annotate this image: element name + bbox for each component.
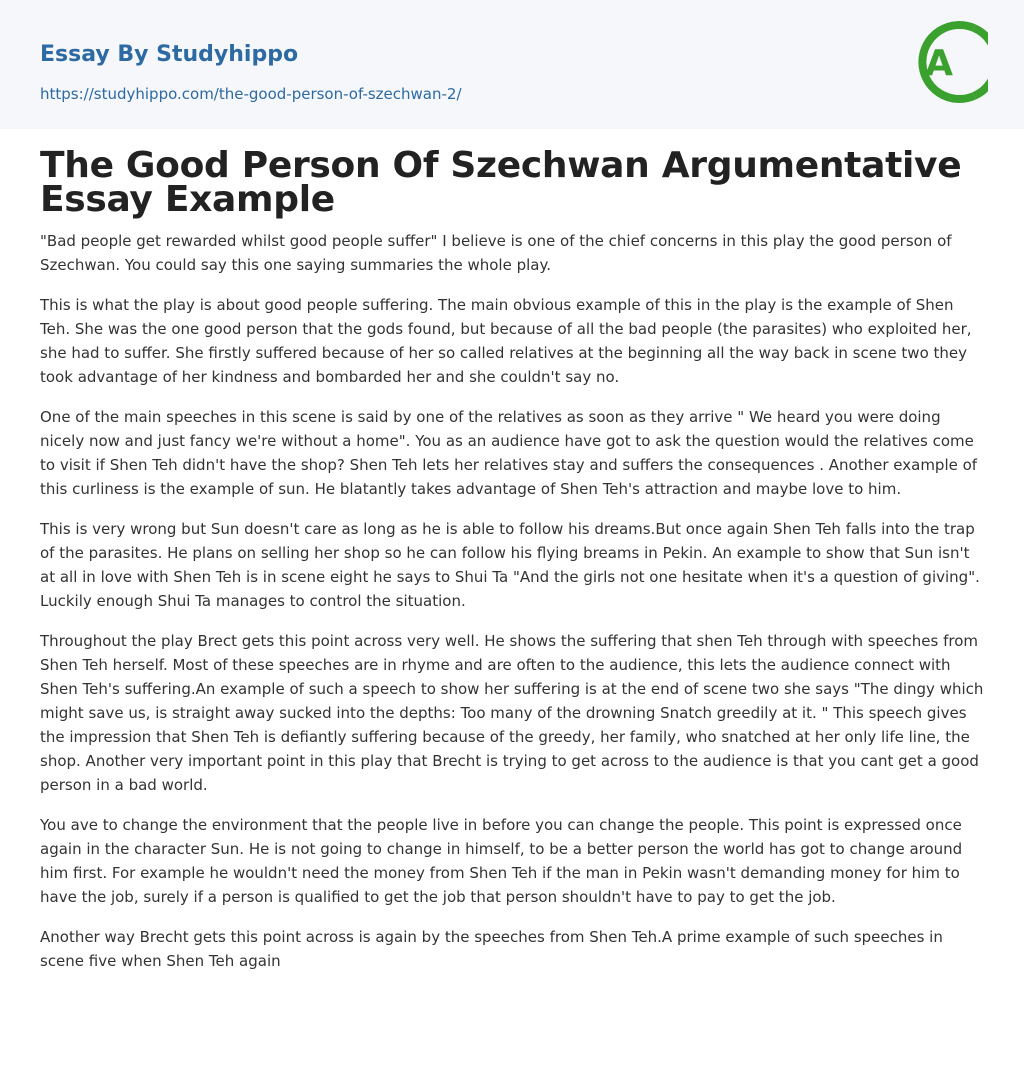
site-header — [0, 0, 1024, 129]
article-paragraph-3: One of the main speeches in this scene is said by one of the relatives as soon as they arrive " We heard you were doing nicely now and just fancy we're without a home". You as an audience have got to ask the question would the relatives come to visit if Shen Teh didn't have the shop? Shen Teh lets her relatives stay and suffers the consequences . Another example of this curliness is the example of sun. He blatantly takes advantage of Shen Teh's attraction and maybe love to him. — [40, 408, 978, 498]
article-paragraph-1: "Bad people get rewarded whilst good people suffer" I believe is one of the chief concerns in this play the good person of Szechwan. You could say this one saying summaries the whole play. — [40, 232, 952, 274]
essay-url-link[interactable]: https://studyhippo.com/the-good-person-of-szechwan-2/ — [40, 85, 462, 103]
article-title: The Good Person Of Szechwan Argumentative Essay Example — [40, 145, 962, 220]
studyhippo-logo-icon[interactable] — [912, 18, 988, 106]
article-paragraph-4: This is very wrong but Sun doesn't care as long as he is able to follow his dreams.But once again Shen Teh falls into the trap of the parasites. He plans on selling her shop so he can follow his flying breams in Pekin. An example to show that Sun isn't at all in love with Shen Teh is in scene eight he says to Shui Ta "And the girls not one hesitate when it's a question of giving". Luckily enough Shui Ta manages to control the situation. — [40, 520, 980, 610]
article-content — [0, 129, 1024, 973]
article-paragraph-2: This is what the play is about good people suffering. The main obvious example of this in the play is the example of Shen Teh. She was the one good person that the gods found, but because of all the bad people (the parasites) who exploited her, she had to suffer. She firstly suffered because of her so called relatives at the beginning all the way back in scene two they took advantage of her kindness and bombarded her and she couldn't say no. — [40, 296, 972, 386]
article-paragraph-5: Throughout the play Brect gets this point across very well. He shows the suffering that shen Teh through with speeches from Shen Teh herself. Most of these speeches are in rhyme and are often to the audience, this lets the audience connect with Shen Teh's suffering.An example of such a speech to show her suffering is at the end of scene two she says "The dingy which might save us, is straight away sucked into the depths: Too many of the drowning Snatch greedily at it. " This speech gives the impression that Shen Teh is defiantly suffering because of the greedy, her family, who snatched at her only life line, the shop. Another very important point in this play that Brecht is trying to get across to the audience is that you cant get a good person in a bad world. — [40, 632, 984, 794]
site-brand[interactable]: Essay By Studyhippo — [40, 42, 299, 67]
article-paragraph-7: Another way Brecht gets this point across is again by the speeches from Shen Teh.A prime example of such speeches in scene five when Shen Teh again — [40, 928, 943, 970]
article-paragraph-6: You ave to change the environment that the people live in before you can change the people. This point is expressed once again in the character Sun. He is not going to change in himself, to be a better person the world has got to change around him first. For example he wouldn't need the money from Shen Teh if the man in Pekin wasn't demanding money for him to have the job, surely if a person is qualified to get the job that person shouldn't have to pay to get the job. — [40, 816, 963, 906]
logo-letter: A — [925, 43, 953, 84]
